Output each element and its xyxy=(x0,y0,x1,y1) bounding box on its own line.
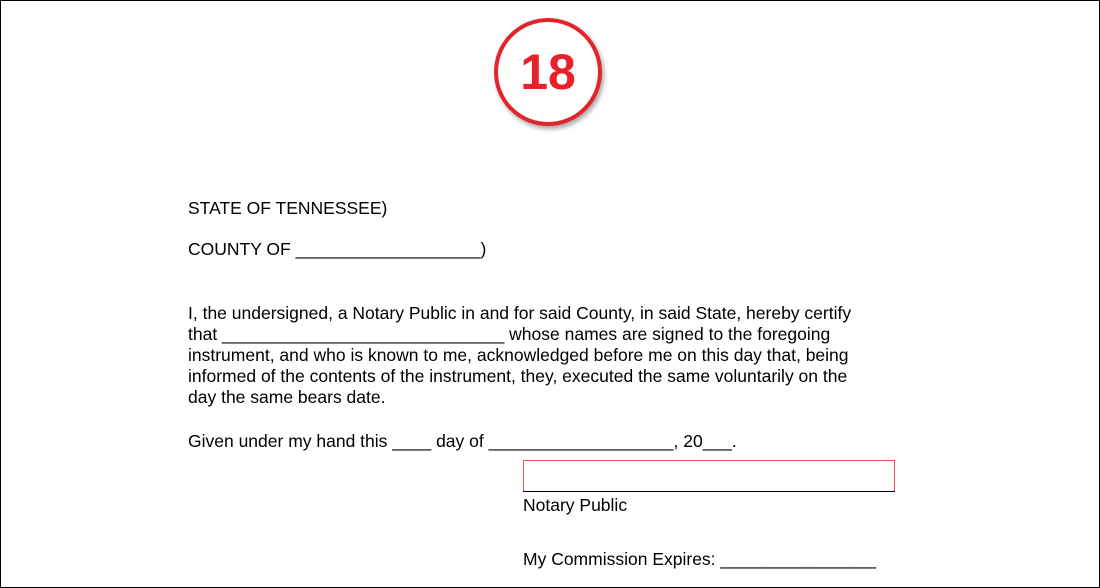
paragraph-line: day the same bears date. xyxy=(188,387,386,407)
given-under-hand-line: Given under my hand this ____ day of ___________________, 20___. xyxy=(188,431,737,451)
paragraph-line: I, the undersigned, a Notary Public in and for said County, in said State, hereby certify xyxy=(188,303,852,323)
county-heading: COUNTY OF ___________________) xyxy=(188,239,487,259)
step-number-badge xyxy=(494,18,602,126)
notary-public-label: Notary Public xyxy=(523,495,628,515)
paragraph-line: instrument, and who is known to me, acknowledged before me on this day that, being xyxy=(188,345,849,365)
signature-underline xyxy=(523,491,895,492)
certification-paragraph xyxy=(188,303,908,408)
commission-expires-line: My Commission Expires: ________________ xyxy=(523,549,877,569)
step-number: 18 xyxy=(520,44,576,100)
state-heading: STATE OF TENNESSEE) xyxy=(188,198,388,218)
paragraph-line: informed of the contents of the instrument, they, executed the same voluntarily on the xyxy=(188,366,848,386)
notary-signature-field[interactable] xyxy=(523,460,895,492)
paragraph-line: that _____________________________ whose names are signed to the foregoing xyxy=(188,324,831,344)
